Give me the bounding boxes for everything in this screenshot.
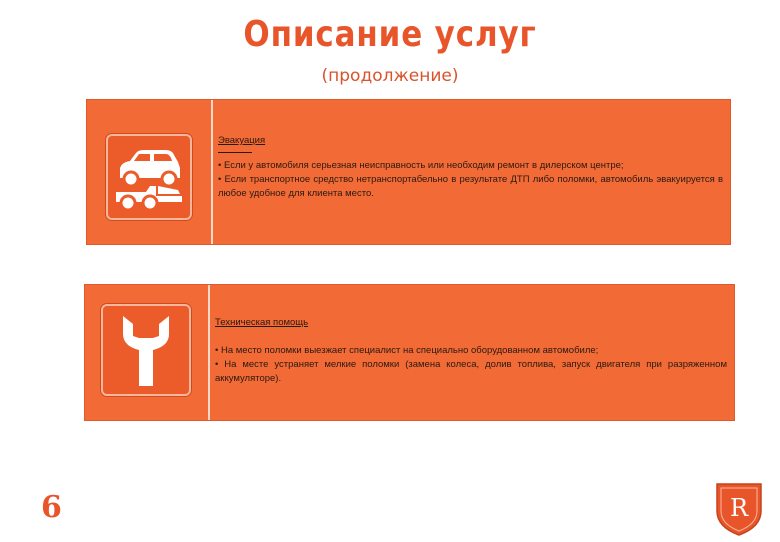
- page-number: 6: [41, 490, 62, 525]
- service-card-evacuation: [86, 99, 731, 245]
- list-item: • На место поломки выезжает специалист на специально оборудованном автомобиле;: [215, 345, 599, 356]
- card-divider: [208, 285, 210, 420]
- card-divider: [211, 100, 213, 244]
- service-heading: Эвакуация: [218, 135, 266, 146]
- page-title: Описание услуг: [243, 14, 537, 55]
- service-text: [215, 316, 727, 386]
- shield-logo: [713, 481, 765, 537]
- page-subtitle: (продолжение): [321, 66, 459, 86]
- list-item: • Если у автомобиля серьезная неисправность или необходим ремонт в дилерском центре;: [218, 160, 624, 171]
- list-item: • На месте устраняет мелкие поломки (замена колеса, долив топлива, запуск двигателя при разряженном аккумуляторе).: [215, 359, 727, 384]
- wrench-icon: [101, 304, 191, 396]
- list-item: • Если транспортное средство нетранспортабельно в результате ДТП либо поломки, автомобиль эвакуируется в любое удобное для клиента место.: [218, 174, 723, 199]
- service-text: [218, 134, 723, 201]
- service-card-technical-help: [84, 284, 735, 421]
- heading-rule: [218, 152, 252, 153]
- tow-truck-icon: [106, 134, 192, 220]
- logo-letter: R: [729, 494, 749, 522]
- service-heading: Техническая помощь: [215, 317, 309, 328]
